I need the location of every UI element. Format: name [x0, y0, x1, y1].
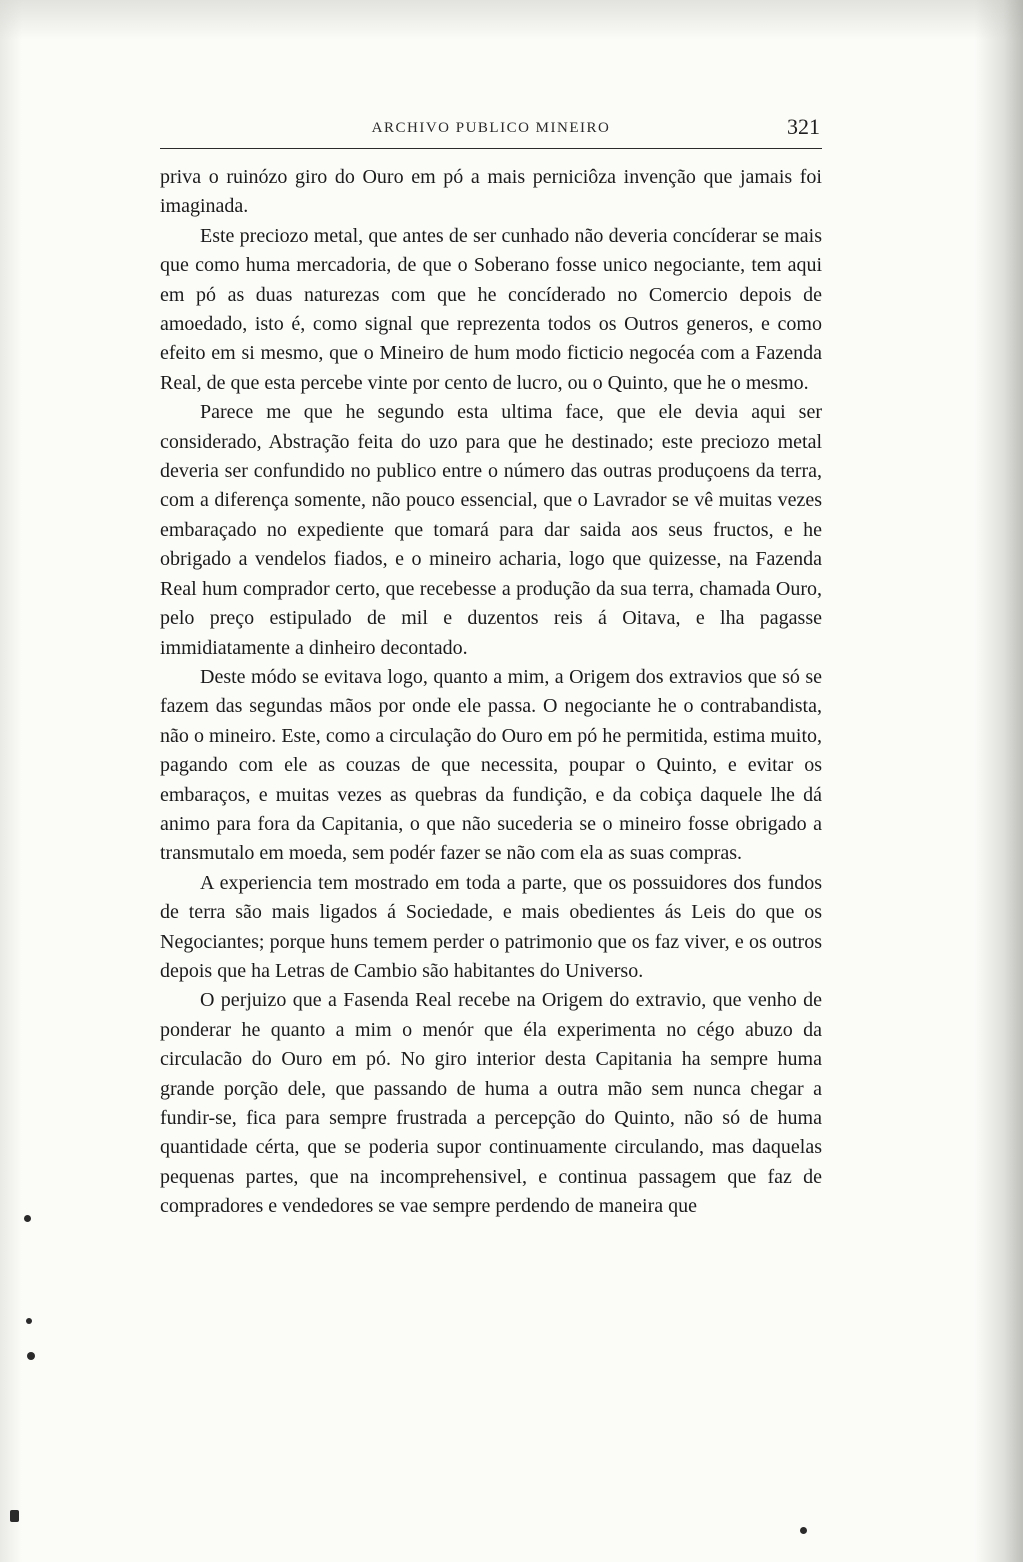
- paragraph: priva o ruinózo giro do Ouro em pó a mais perniciôza invenção que jamais foi imaginada.: [160, 166, 822, 218]
- scan-speck: [27, 1352, 35, 1360]
- scan-speck: [800, 1527, 807, 1534]
- scan-speck: [10, 1510, 19, 1522]
- page-number: 321: [787, 114, 820, 139]
- paragraph: Parece me que he segundo esta ultima face, que ele devia aqui ser considerado, Abstração feita do uzo para que he destinado; este preciozo metal deveria ser confundido no publico entre o número das outras produçoens da terra, com a diferença somente, não pouco essencial, que o Lavrador se vê muitas vezes embaraçado no expediente que tomará para dar saida aos seus fructos, e he obrigado a vendelos fiados, e o mineiro acharia, logo que quizesse, na Fazenda Real hum comprador certo, que recebesse a produção da sua terra, chamada Ouro, pelo preço estipulado de mil e duzentos reis á Oitava, e lha pagasse immidiatamente a dinheiro decontado.: [160, 401, 822, 659]
- paragraph: A experiencia tem mostrado em toda a parte, que os possuidores dos fundos de terra são mais ligados á Sociedade, e mais obedientes ás Leis do que os Negociantes; porque huns temem perder o patrimonio que os faz viver, e os outros depois que ha Letras de Cambio são habitantes do Universo.: [160, 871, 822, 982]
- paragraph: Este preciozo metal, que antes de ser cunhado não deveria concíderar se mais que como huma mercadoria, de que o Soberano fosse unico negociante, tem aqui em pó as duas naturezas com que he concíderado no Comercio depois de amoedado, isto é, como signal que reprezenta todos os Outros generos, e como efeito em si mesmo, que o Mineiro de hum modo ficticio negocéa com a Fazenda Real, de que esta percebe vinte por cento de lucro, ou o Quinto, que he o mesmo.: [160, 224, 822, 394]
- scan-speck: [26, 1318, 32, 1324]
- scan-speck: [24, 1215, 31, 1222]
- book-page: [160, 108, 822, 1222]
- scan-shadow-right: [975, 0, 1023, 1562]
- running-head: [160, 108, 822, 149]
- body-text: [160, 163, 822, 1222]
- running-title: ARCHIVO PUBLICO MINEIRO: [371, 120, 611, 136]
- paragraph: O perjuizo que a Fasenda Real recebe na Origem do extravio, que venho de ponderar he quanto a mim o menór que éla experimenta no cégo abuzo da circulacão do Ouro em pó. No giro interior desta Capitania ha sempre huma grande porção dele, que passando de huma a outra mão sem nunca chegar a fundir-se, fica para sempre frustrada a percepção do Quinto, não só de huma quantidade cérta, que se poderia supor continuamente circulando, mas daquelas pequenas partes, que na incomprehensivel, e continua passagem que faz de compradores e vendedores se vae sempre perdendo de maneira que: [160, 989, 822, 1218]
- paragraph: Deste módo se evitava logo, quanto a mim, a Origem dos extravios que só se fazem das segundas mãos por onde ele passa. O negociante he o contrabandista, não o mineiro. Este, como a circulação do Ouro em pó he permitida, estima muito, pagando com ele as couzas de que necessita, poupar o Quinto, e evitar os embaraços, e muitas vezes as quebras da fundição, e da cobiça daquele lhe dá animo para fora da Capitania, o que não sucederia se o mineiro fosse obrigado a transmutalo em moeda, sem podér fazer se não com ela as suas compras.: [160, 665, 822, 865]
- scan-shadow-left: [0, 0, 22, 1562]
- scan-shadow-top: [0, 0, 1023, 40]
